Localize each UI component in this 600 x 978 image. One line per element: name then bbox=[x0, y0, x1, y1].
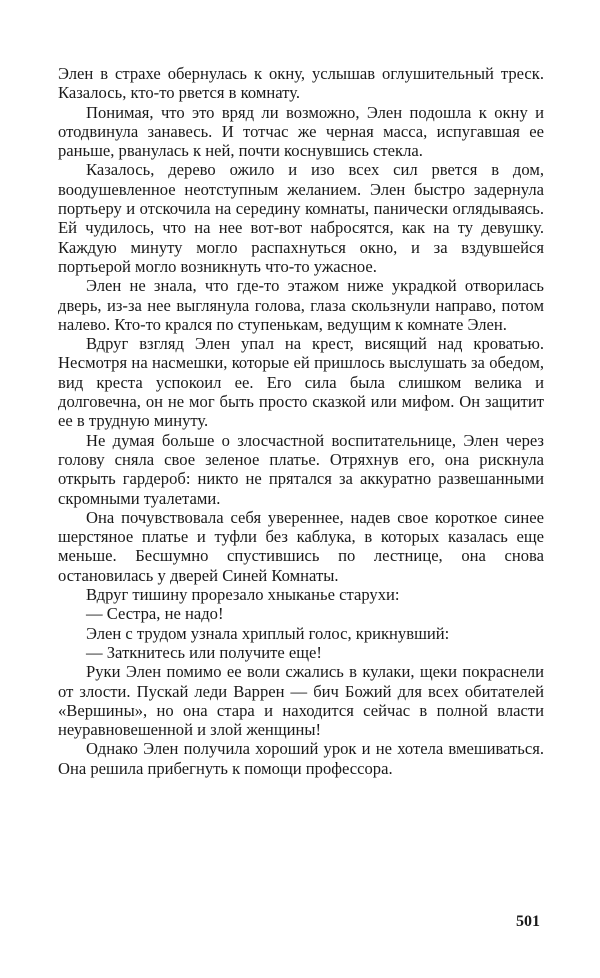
paragraph-7: Она почувствовала себя увереннее, надев свое короткое синее шерстяное платье и туфли без каблука, в которых казалась еще меньше. Бесшумно спустившись по лестнице, она снова остановилась у дверей Синей Комнаты. bbox=[58, 507, 544, 585]
paragraph-4: Элен не знала, что где-то этажом ниже украдкой отворилась дверь, из-за нее выглянула голова, глаза скользнули направо, потом налево. Кто-то крался по ступенькам, ведущим к комнате Элен. bbox=[58, 276, 544, 334]
paragraph-8: Вдруг тишину прорезало хныканье старухи: bbox=[86, 585, 400, 605]
paragraph-5: Вдруг взгляд Элен упал на крест, висящий над кроватью. Несмотря на насмешки, которые ей пришлось выслушать за обедом, вид креста успокоил ее. Его сила была слишком велика и долговечна, он не мог быть просто сказкой или мифом. Он защитит ее в трудную минуту. bbox=[58, 334, 544, 431]
dialog-line-1: — Сестра, не надо! bbox=[86, 604, 224, 624]
paragraph-2: Понимая, что это вряд ли возможно, Элен подошла к окну и отодвинула занавесь. И тотчас же черная масса, испугавшая ее раньше, рванулась к ней, почти коснувшись стекла. bbox=[58, 102, 544, 161]
paragraph-9: Элен с трудом узнала хриплый голос, крикнувший: bbox=[86, 623, 450, 643]
paragraph-6: Не думая больше о злосчастной воспитательнице, Элен через голову сняла свое зеленое платье. Отряхнув его, она рискнула открыть гардероб: никто не прятался за аккуратно развешанными скромными туалетами. bbox=[58, 430, 544, 508]
paragraph-11: Однако Элен получила хороший урок и не хотела вмешиваться. Она решила прибегнуть к помощи профессора. bbox=[58, 739, 544, 778]
paragraph-3: Казалось, дерево ожило и изо всех сил рвется в дом, воодушевленное неотступным желанием. Элен быстро задернула портьеру и отскочила на середину комнаты, панически оглядываясь. Ей чудилось, что на нее вот-вот набросятся, как на ту девушку. Каждую минуту могло распахнуться окно, и за вздувшейся портьерой могло возникнуть что-то ужасное. bbox=[58, 160, 544, 276]
page-number: 501 bbox=[516, 913, 540, 930]
page-text bbox=[58, 64, 544, 778]
dialog-line-2: — Заткнитесь или получите еще! bbox=[86, 642, 322, 662]
paragraph-1: Элен в страхе обернулась к окну, услышав оглушительный треск. Казалось, кто-то рвется в комнату. bbox=[58, 64, 544, 103]
paragraph-10: Руки Элен помимо ее воли сжались в кулаки, щеки покраснели от злости. Пускай леди Варрен — бич Божий для всех обитателей «Вершины», но она стара и находится сейчас в полной власти неуравновешенной и злой женщины! bbox=[58, 662, 544, 740]
